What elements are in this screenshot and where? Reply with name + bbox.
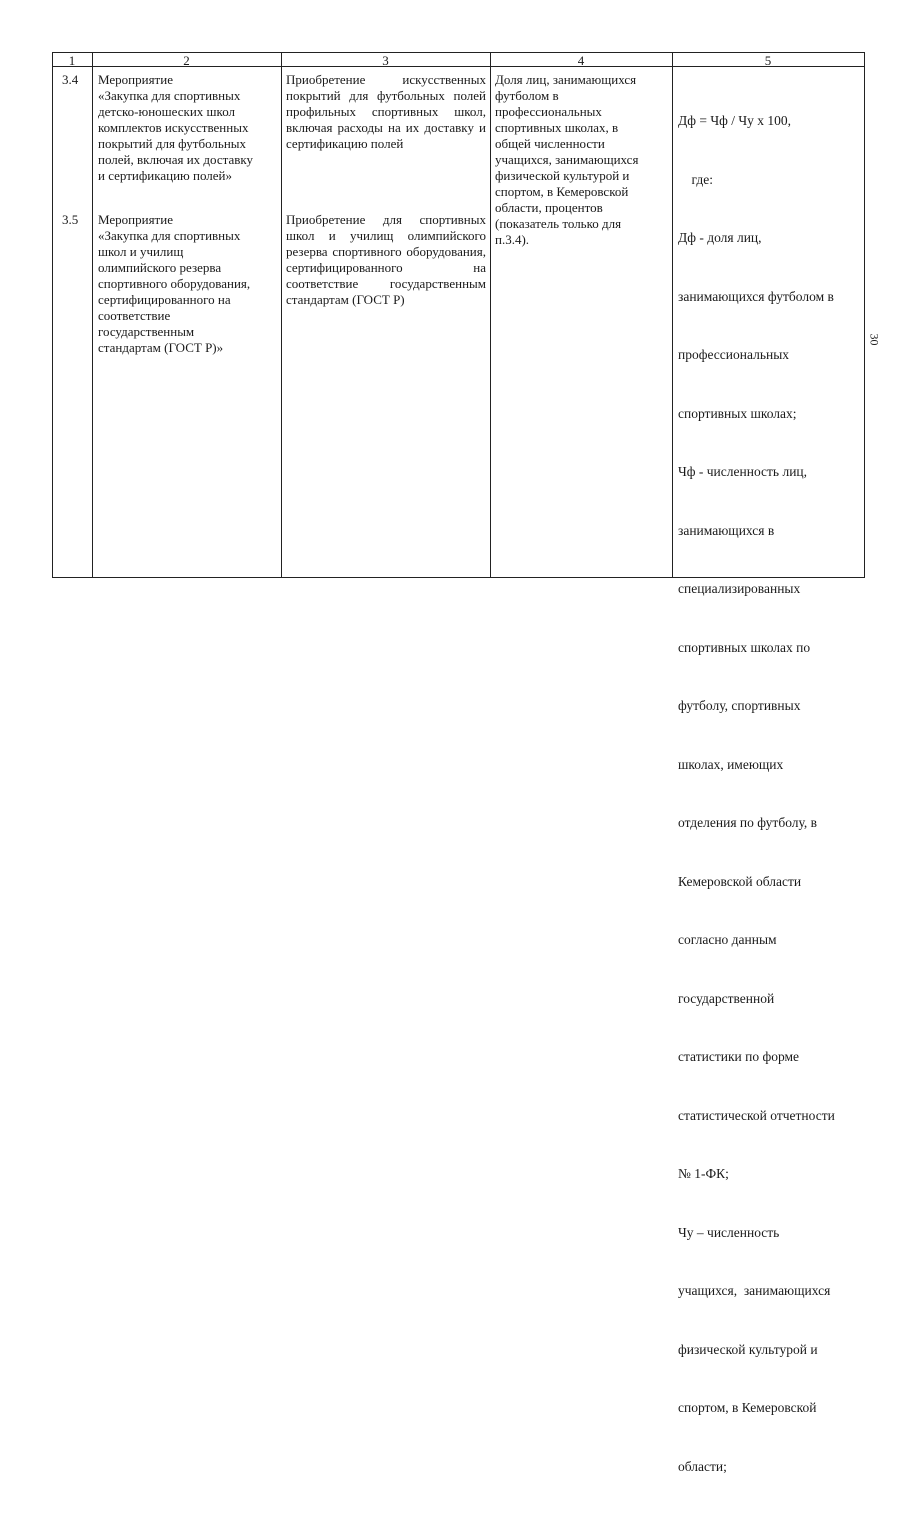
event-title <box>98 72 278 184</box>
column-divider <box>490 52 491 578</box>
event-line: соответствие <box>98 308 171 323</box>
event-line: спортивного оборудования, <box>98 276 251 291</box>
event-line: и сертификацию полей» <box>98 168 233 183</box>
indicator-line: физической культурой и <box>495 168 630 183</box>
column-header: 1 <box>68 53 76 68</box>
formula-line: области; <box>678 1458 727 1474</box>
event-line: полей, включая их доставку <box>98 152 253 167</box>
formula-line: Чу – численность <box>678 1224 780 1240</box>
formula-line: Дф = Чф / Чу x 100, <box>678 113 791 128</box>
formula-line: физической культурой и <box>678 1341 818 1357</box>
event-line: олимпийского резерва <box>98 260 222 275</box>
page-number: 30 <box>867 333 882 346</box>
indicator-line: п.3.4). <box>495 232 530 247</box>
formula-line: учащихся, занимающихся <box>678 1283 831 1298</box>
table-border-top <box>52 52 865 53</box>
column-header: 3 <box>382 53 389 68</box>
formula-line: занимающихся футболом в <box>678 288 834 304</box>
formula-line: № 1-ФК; <box>678 1166 729 1181</box>
formula-line: статистики по форме <box>678 1049 800 1064</box>
event-line: детско-юношеских школ <box>98 104 236 119</box>
calculation-formula <box>678 72 864 1515</box>
indicator-line: футболом в <box>495 88 559 103</box>
formula-line: спортивных школах; <box>678 405 797 421</box>
event-line: Мероприятие <box>98 212 173 227</box>
formula-line: статистической отчетности <box>678 1107 835 1123</box>
indicator-line: области, процентов <box>495 200 603 215</box>
indicators-table <box>52 52 865 1474</box>
event-line: покрытий для футбольных <box>98 136 247 151</box>
formula-line: специализированных <box>678 581 801 596</box>
formula-line: футболу, спортивных <box>678 698 801 713</box>
formula-line: профессиональных <box>678 347 790 362</box>
column-header: 5 <box>764 53 772 68</box>
formula-line: спортом, в Кемеровской <box>678 1400 817 1415</box>
column-divider <box>92 52 93 578</box>
column-divider <box>672 52 673 578</box>
column-header: 4 <box>577 53 585 68</box>
row-number: 3.4 <box>62 72 79 87</box>
indicator-line: Доля лиц, занимающихся <box>495 72 637 87</box>
formula-line: согласно данным <box>678 932 777 947</box>
indicator-name <box>495 72 671 248</box>
indicator-line: спортивных школах, в <box>495 120 619 135</box>
indicator-line: (показатель только для <box>495 216 622 231</box>
formula-line: где: <box>678 171 713 187</box>
event-line: сертифицированного на <box>98 292 231 307</box>
event-line: государственным <box>98 324 195 339</box>
event-title <box>98 212 278 356</box>
indicator-line: общей численности <box>495 136 605 151</box>
formula-line: Кемеровской области <box>678 873 802 889</box>
column-divider <box>281 52 282 578</box>
event-description: Приобретение для спортивных школ и училищ олимпийского резерва спортивного оборудования, сертифицированного на соответствие государственным стандартам (ГОСТ Р) <box>286 212 486 307</box>
event-line: комплектов искусственных <box>98 120 249 135</box>
formula-line: Чф - численность лиц, <box>678 464 808 479</box>
indicator-line: учащихся, занимающихся <box>495 152 639 167</box>
row-number: 3.5 <box>62 212 79 227</box>
formula-line: школах, имеющих <box>678 756 784 772</box>
formula-line: занимающихся в <box>678 522 775 538</box>
event-line: «Закупка для спортивных <box>98 228 241 243</box>
formula-line: отделения по футболу, в <box>678 815 818 830</box>
indicator-line: профессиональных <box>495 104 602 119</box>
formula-line: Дф - доля лиц, <box>678 230 762 245</box>
event-line: школ и училищ <box>98 244 184 259</box>
event-line: Мероприятие <box>98 72 173 87</box>
indicator-line: спортом, в Кемеровской <box>495 184 629 199</box>
event-line: «Закупка для спортивных <box>98 88 241 103</box>
column-header: 2 <box>183 53 190 68</box>
table-border-left <box>52 52 53 578</box>
table-border-right <box>864 52 865 578</box>
formula-line: спортивных школах по <box>678 639 811 655</box>
event-description: Приобретение искусственных покрытий для футбольных полей профильных спортивных школ, включая расходы на их доставку и сертификацию полей <box>286 72 486 151</box>
formula-line: государственной <box>678 990 775 1006</box>
event-line: стандартам (ГОСТ Р)» <box>98 340 224 355</box>
